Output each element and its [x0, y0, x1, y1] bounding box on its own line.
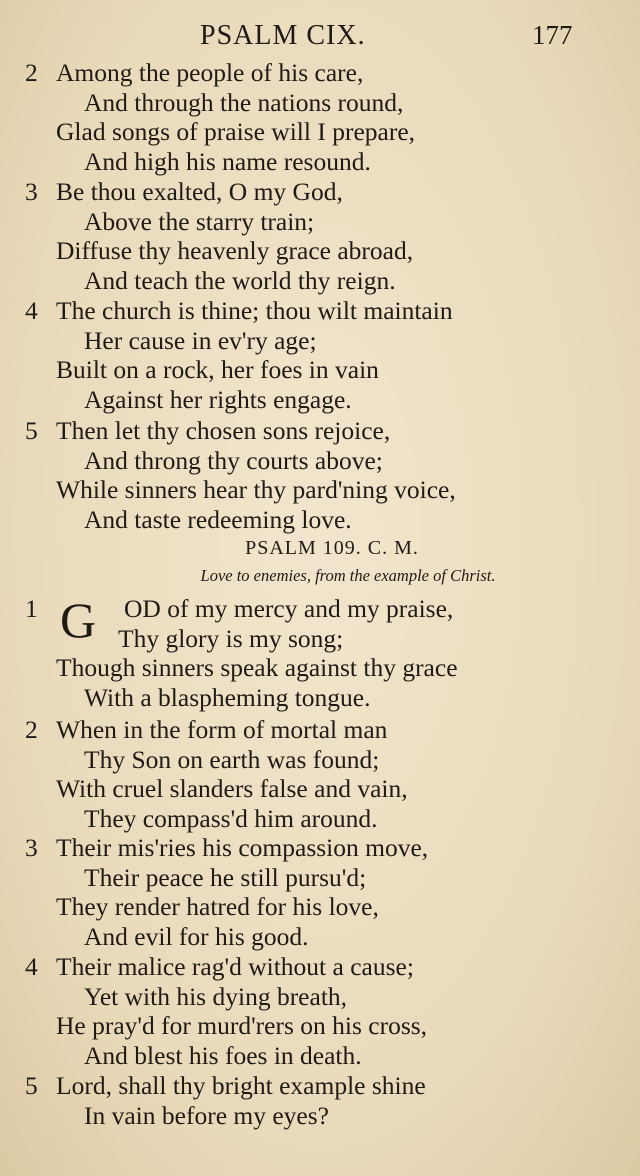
verse-line: With cruel slanders false and vain,: [56, 774, 408, 803]
stanza-number: 3: [25, 833, 38, 862]
stanza-4b: [0, 952, 640, 1070]
verse-text: Be thou exalted, O my God,: [56, 177, 343, 206]
verse-line: Thy Son on earth was found;: [84, 744, 380, 774]
stanza-2: [0, 58, 640, 176]
stanza-number: 2: [25, 715, 38, 744]
verse-line: While sinners hear thy pard'ning voice,: [56, 475, 456, 504]
verse-line: [0, 58, 640, 88]
verse-line: Against her rights engage.: [84, 384, 352, 414]
verse-line: Though sinners speak against thy grace: [56, 653, 458, 682]
verse-line: Their peace he still pursu'd;: [84, 862, 367, 892]
stanza-5b: [0, 1071, 640, 1130]
verse-line: [0, 1071, 640, 1101]
verse-line: And throng thy courts above;: [84, 445, 383, 475]
psalm-title: PSALM 109. C. M.: [245, 537, 419, 559]
stanza-number: 4: [25, 952, 38, 981]
verse-text: Lord, shall thy bright example shine: [56, 1071, 426, 1100]
verse-line: And evil for his good.: [84, 921, 309, 951]
verse-line: Diffuse thy heavenly grace abroad,: [56, 236, 414, 265]
verse-line: And high his name resound.: [84, 146, 371, 176]
verse-text: Their malice rag'd without a cause;: [56, 952, 414, 981]
verse-line: Thy glory is my song;: [118, 623, 344, 653]
verse-line: In vain before my eyes?: [84, 1100, 329, 1130]
verse-line: [0, 833, 640, 863]
verse-line: [0, 416, 640, 446]
page-number: 177: [532, 20, 573, 50]
verse-text: Their mis'ries his compassion move,: [56, 833, 429, 862]
stanza-number: 2: [25, 58, 38, 87]
verse-line: [0, 715, 640, 745]
verse-line: And through the nations round,: [84, 87, 404, 117]
verse-line: And blest his foes in death.: [84, 1040, 362, 1070]
verse-line: Above the starry train;: [84, 206, 315, 236]
verse-line: They render hatred for his love,: [56, 892, 379, 921]
stanza-number: 1: [25, 594, 38, 623]
psalm-subtitle: Love to enemies, from the example of Christ.: [200, 566, 496, 585]
verse-line: [0, 952, 640, 982]
drop-cap: G: [60, 592, 97, 648]
verse-text: The church is thine; thou wilt maintain: [56, 296, 453, 325]
verse-line: Glad songs of praise will I prepare,: [56, 117, 416, 146]
running-title: PSALM CIX.: [200, 20, 366, 51]
verse-text: Among the people of his care,: [56, 58, 364, 87]
verse-line: Built on a rock, her foes in vain: [56, 355, 379, 384]
verse-line: [0, 594, 640, 624]
verse-line: He pray'd for murd'rers on his cross,: [56, 1011, 428, 1040]
stanza-3b: [0, 833, 640, 951]
stanza-3: [0, 177, 640, 295]
running-head: [0, 18, 640, 58]
stanza-number: 5: [25, 416, 38, 445]
verse-line: And taste redeeming love.: [84, 504, 352, 534]
verse-text: When in the form of mortal man: [56, 715, 388, 744]
verse-line: [0, 177, 640, 207]
verse-line: They compass'd him around.: [84, 803, 378, 833]
verse-line: Yet with his dying breath,: [84, 981, 348, 1011]
stanza-number: 3: [25, 177, 38, 206]
verse-line: [0, 296, 640, 326]
stanza-4: [0, 296, 640, 414]
verse-text: Then let thy chosen sons rejoice,: [56, 416, 391, 445]
verse-line: Her cause in ev'ry age;: [84, 325, 317, 355]
stanza-1: [0, 594, 640, 712]
verse-text: OD of my mercy and my praise,: [124, 594, 454, 623]
verse-line: And teach the world thy reign.: [84, 265, 396, 295]
stanza-number: 4: [25, 296, 38, 325]
stanza-number: 5: [25, 1071, 38, 1100]
stanza-2b: [0, 715, 640, 833]
verse-line: With a blaspheming tongue.: [84, 682, 371, 712]
stanza-5: [0, 416, 640, 534]
